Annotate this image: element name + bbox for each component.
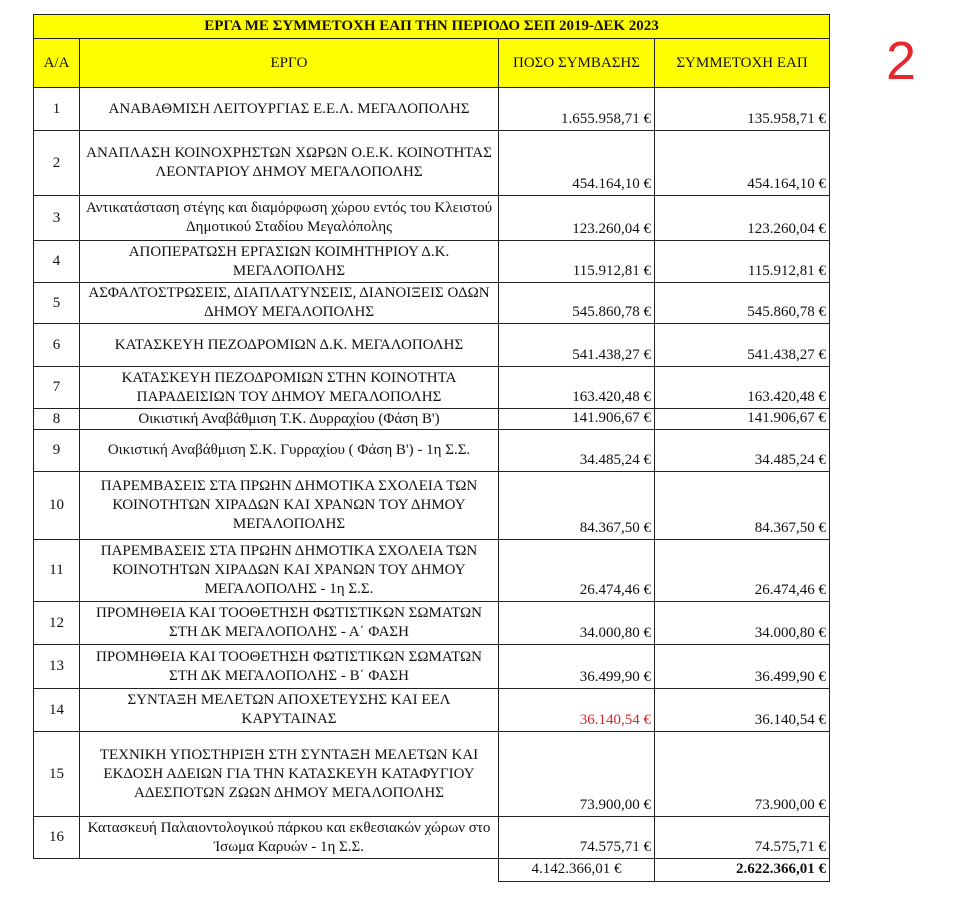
contract-amount: 454.164,10 € <box>499 131 655 196</box>
table-row <box>34 645 830 689</box>
projects-table <box>33 14 830 882</box>
row-number: 8 <box>34 409 80 430</box>
table-row <box>34 602 830 645</box>
row-number: 13 <box>34 645 80 689</box>
eap-share: 34.000,80 € <box>655 602 830 645</box>
contract-amount: 1.655.958,71 € <box>499 88 655 131</box>
project-name: ΚΑΤΑΣΚΕΥΗ ΠΕΖΟΔΡΟΜΙΩΝ ΣΤΗΝ ΚΟΙΝΟΤΗΤΑ ΠΑΡΑΔΕΙΣΙΩΝ ΤΟΥ ΔΗΜΟΥ ΜΕΓΑΛΟΠΟΛΗΣ <box>80 367 499 409</box>
contract-amount: 36.140,54 € <box>499 689 655 732</box>
table-row <box>34 367 830 409</box>
project-name: ΑΣΦΑΛΤΟΣΤΡΩΣΕΙΣ, ΔΙΑΠΛΑΤΥΝΣΕΙΣ, ΔΙΑΝΟΙΞΕΙΣ ΟΔΩΝ ΔΗΜΟΥ ΜΕΓΑΛΟΠΟΛΗΣ <box>80 283 499 324</box>
eap-share: 74.575,71 € <box>655 817 830 859</box>
header-aa: Α/Α <box>34 39 80 88</box>
table-row <box>34 817 830 859</box>
totals-spacer <box>34 859 499 882</box>
contract-amount: 34.485,24 € <box>499 430 655 472</box>
project-name: ΑΝΑΠΛΑΣΗ ΚΟΙΝΟΧΡΗΣΤΩΝ ΧΩΡΩΝ Ο.Ε.Κ. ΚΟΙΝΟΤΗΤΑΣ ΛΕΟΝΤΑΡΙΟΥ ΔΗΜΟΥ ΜΕΓΑΛΟΠΟΛΗΣ <box>80 131 499 196</box>
table-row <box>34 540 830 602</box>
row-number: 3 <box>34 196 80 241</box>
row-number: 7 <box>34 367 80 409</box>
row-number: 16 <box>34 817 80 859</box>
header-contract: ΠΟΣΟ ΣΥΜΒΑΣΗΣ <box>499 39 655 88</box>
eap-share: 541.438,27 € <box>655 324 830 367</box>
eap-share: 36.140,54 € <box>655 689 830 732</box>
row-number: 9 <box>34 430 80 472</box>
row-number: 12 <box>34 602 80 645</box>
table-row <box>34 88 830 131</box>
project-name: ΠΡΟΜΗΘΕΙΑ ΚΑΙ ΤΟΟΘΕΤΗΣΗ ΦΩΤΙΣΤΙΚΩΝ ΣΩΜΑΤΩΝ ΣΤΗ ΔΚ ΜΕΓΑΛΟΠΟΛΗΣ - Α΄ ΦΑΣΗ <box>80 602 499 645</box>
row-number: 15 <box>34 732 80 817</box>
row-number: 4 <box>34 241 80 283</box>
eap-share: 545.860,78 € <box>655 283 830 324</box>
contract-amount: 141.906,67 € <box>499 409 655 430</box>
project-name: ΠΑΡΕΜΒΑΣΕΙΣ ΣΤΑ ΠΡΩΗΝ ΔΗΜΟΤΙΚΑ ΣΧΟΛΕΙΑ ΤΩΝ ΚΟΙΝΟΤΗΤΩΝ ΧΙΡΑΔΩΝ ΚΑΙ ΧΡΑΝΩΝ ΤΟΥ ΔΗΜΟΥ ΜΕΓΑΛΟΠΟΛΗΣ - 1η Σ.Σ. <box>80 540 499 602</box>
project-name: ΠΡΟΜΗΘΕΙΑ ΚΑΙ ΤΟΟΘΕΤΗΣΗ ΦΩΤΙΣΤΙΚΩΝ ΣΩΜΑΤΩΝ ΣΤΗ ΔΚ ΜΕΓΑΛΟΠΟΛΗΣ - Β΄ ΦΑΣΗ <box>80 645 499 689</box>
row-number: 10 <box>34 472 80 540</box>
row-number: 14 <box>34 689 80 732</box>
eap-share: 115.912,81 € <box>655 241 830 283</box>
eap-share: 141.906,67 € <box>655 409 830 430</box>
project-name: ΤΕΧΝΙΚΗ ΥΠΟΣΤΗΡΙΞΗ ΣΤΗ ΣΥΝΤΑΞΗ ΜΕΛΕΤΩΝ ΚΑΙ ΕΚΔΟΣΗ ΑΔΕΙΩΝ ΓΙΑ ΤΗΝ ΚΑΤΑΣΚΕΥΗ ΚΑΤΑΦΥΓΙΟΥ ΑΔΕΣΠΟΤΩΝ ΖΩΩΝ ΔΗΜΟΥ ΜΕΓΑΛΟΠΟΛΗΣ <box>80 732 499 817</box>
eap-share: 34.485,24 € <box>655 430 830 472</box>
eap-share: 454.164,10 € <box>655 131 830 196</box>
contract-amount: 34.000,80 € <box>499 602 655 645</box>
eap-share: 123.260,04 € <box>655 196 830 241</box>
table-row <box>34 324 830 367</box>
table-row <box>34 196 830 241</box>
eap-share: 163.420,48 € <box>655 367 830 409</box>
project-name: ΣΥΝΤΑΞΗ ΜΕΛΕΤΩΝ ΑΠΟΧΕΤΕΥΣΗΣ ΚΑΙ ΕΕΛ ΚΑΡΥΤΑΙΝΑΣ <box>80 689 499 732</box>
project-name: ΑΝΑΒΑΘΜΙΣΗ ΛΕΙΤΟΥΡΓΙΑΣ Ε.Ε.Λ. ΜΕΓΑΛΟΠΟΛΗΣ <box>80 88 499 131</box>
contract-amount: 73.900,00 € <box>499 732 655 817</box>
contract-amount: 36.499,90 € <box>499 645 655 689</box>
row-number: 2 <box>34 131 80 196</box>
project-name: ΠΑΡΕΜΒΑΣΕΙΣ ΣΤΑ ΠΡΩΗΝ ΔΗΜΟΤΙΚΑ ΣΧΟΛΕΙΑ ΤΩΝ ΚΟΙΝΟΤΗΤΩΝ ΧΙΡΑΔΩΝ ΚΑΙ ΧΡΑΝΩΝ ΤΟΥ ΔΗΜΟΥ ΜΕΓΑΛΟΠΟΛΗΣ <box>80 472 499 540</box>
total-contract: 4.142.366,01 € <box>499 859 655 882</box>
totals-row <box>34 859 830 882</box>
table-title: ΕΡΓΑ ΜΕ ΣΥΜΜΕΤΟΧΗ ΕΑΠ ΤΗΝ ΠΕΡΙΟΔΟ ΣΕΠ 2019-ΔΕΚ 2023 <box>34 15 830 39</box>
contract-amount: 115.912,81 € <box>499 241 655 283</box>
header-share: ΣΥΜΜΕΤΟΧΗ ΕΑΠ <box>655 39 830 88</box>
project-name: ΑΠΟΠΕΡΑΤΩΣΗ ΕΡΓΑΣΙΩΝ ΚΟΙΜΗΤΗΡΙΟΥ Δ.Κ. ΜΕΓΑΛΟΠΟΛΗΣ <box>80 241 499 283</box>
eap-share: 84.367,50 € <box>655 472 830 540</box>
project-name: ΚΑΤΑΣΚΕΥΗ ΠΕΖΟΔΡΟΜΙΩΝ Δ.Κ. ΜΕΓΑΛΟΠΟΛΗΣ <box>80 324 499 367</box>
project-name: Κατασκευή Παλαιοντολογικού πάρκου και εκθεσιακών χώρων στο Ίσωμα Καρυών - 1η Σ.Σ. <box>80 817 499 859</box>
project-name: Οικιστική Αναβάθμιση Τ.Κ. Δυρραχίου (Φάση Β') <box>80 409 499 430</box>
eap-share: 73.900,00 € <box>655 732 830 817</box>
table-row <box>34 409 830 430</box>
table-row <box>34 131 830 196</box>
page-number: 2 <box>886 31 917 91</box>
eap-share: 135.958,71 € <box>655 88 830 131</box>
table-row <box>34 241 830 283</box>
row-number: 6 <box>34 324 80 367</box>
contract-amount: 74.575,71 € <box>499 817 655 859</box>
total-share: 2.622.366,01 € <box>655 859 830 882</box>
eap-share: 26.474,46 € <box>655 540 830 602</box>
table-row <box>34 430 830 472</box>
project-name: Οικιστική Αναβάθμιση Σ.Κ. Γυρραχίου ( Φάση Β') - 1η Σ.Σ. <box>80 430 499 472</box>
contract-amount: 26.474,46 € <box>499 540 655 602</box>
header-row <box>34 39 830 88</box>
contract-amount: 163.420,48 € <box>499 367 655 409</box>
row-number: 5 <box>34 283 80 324</box>
eap-share: 36.499,90 € <box>655 645 830 689</box>
project-name: Αντικατάσταση στέγης και διαμόρφωση χώρου εντός του Κλειστού Δημοτικού Σταδίου Μεγαλόπολης <box>80 196 499 241</box>
contract-amount: 84.367,50 € <box>499 472 655 540</box>
contract-amount: 545.860,78 € <box>499 283 655 324</box>
contract-amount: 541.438,27 € <box>499 324 655 367</box>
table-row <box>34 732 830 817</box>
row-number: 1 <box>34 88 80 131</box>
row-number: 11 <box>34 540 80 602</box>
table-row <box>34 689 830 732</box>
header-project: ΕΡΓΟ <box>80 39 499 88</box>
table-row <box>34 472 830 540</box>
contract-amount: 123.260,04 € <box>499 196 655 241</box>
table-row <box>34 283 830 324</box>
